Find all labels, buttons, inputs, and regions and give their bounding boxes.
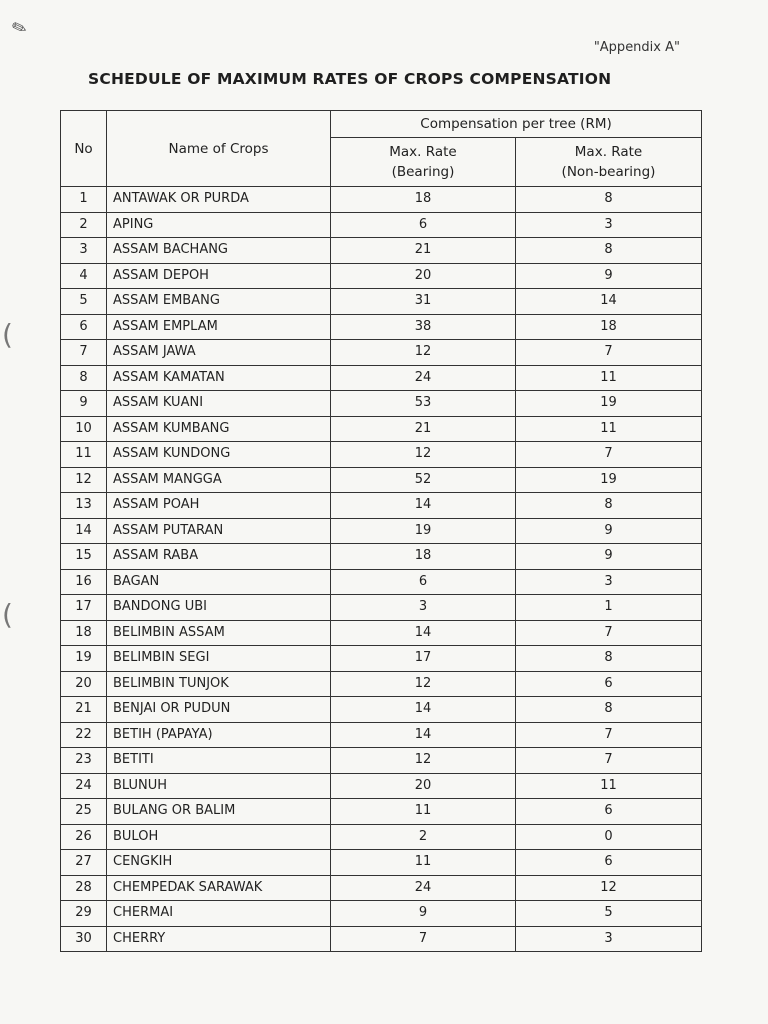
row-number: 24 (61, 773, 107, 799)
row-number: 9 (61, 391, 107, 417)
crop-name: ASSAM KUNDONG (107, 442, 331, 468)
table-row (61, 365, 702, 391)
rate-nonbearing: 3 (516, 926, 702, 952)
crop-name: CENGKIH (107, 850, 331, 876)
rate-nonbearing: 7 (516, 340, 702, 366)
row-number: 29 (61, 901, 107, 927)
column-header-no: No (61, 111, 107, 187)
row-number: 16 (61, 569, 107, 595)
table-row (61, 493, 702, 519)
crop-name: ASSAM PUTARAN (107, 518, 331, 544)
column-header-nonbearing (516, 138, 702, 187)
row-number: 28 (61, 875, 107, 901)
rate-nonbearing: 3 (516, 212, 702, 238)
table-row (61, 875, 702, 901)
column-header-bearing-line1: Max. Rate (389, 144, 457, 160)
table-row (61, 442, 702, 468)
crop-name: ASSAM EMBANG (107, 289, 331, 315)
crop-name: BULOH (107, 824, 331, 850)
rate-bearing: 11 (331, 799, 516, 825)
row-number: 8 (61, 365, 107, 391)
rate-nonbearing: 14 (516, 289, 702, 315)
crop-name: BETIH (PAPAYA) (107, 722, 331, 748)
table-row (61, 748, 702, 774)
crop-name: ASSAM RABA (107, 544, 331, 570)
table-body (61, 187, 702, 952)
crop-name: BENJAI OR PUDUN (107, 697, 331, 723)
rate-bearing: 17 (331, 646, 516, 672)
row-number: 5 (61, 289, 107, 315)
crop-name: ASSAM BACHANG (107, 238, 331, 264)
crop-name: BELIMBIN ASSAM (107, 620, 331, 646)
crop-name: ASSAM KAMATAN (107, 365, 331, 391)
table-row (61, 799, 702, 825)
crop-name: BAGAN (107, 569, 331, 595)
page-title: SCHEDULE OF MAXIMUM RATES OF CROPS COMPENSATION (88, 70, 612, 88)
crop-name: ASSAM EMPLAM (107, 314, 331, 340)
rate-nonbearing: 3 (516, 569, 702, 595)
rate-nonbearing: 8 (516, 697, 702, 723)
rate-bearing: 14 (331, 722, 516, 748)
rate-bearing: 6 (331, 569, 516, 595)
row-number: 27 (61, 850, 107, 876)
table-row (61, 926, 702, 952)
rate-bearing: 19 (331, 518, 516, 544)
rate-bearing: 24 (331, 875, 516, 901)
row-number: 2 (61, 212, 107, 238)
crop-name: BULANG OR BALIM (107, 799, 331, 825)
table-row (61, 212, 702, 238)
crop-name: ASSAM MANGGA (107, 467, 331, 493)
crop-name: ASSAM POAH (107, 493, 331, 519)
rate-nonbearing: 19 (516, 391, 702, 417)
rate-bearing: 2 (331, 824, 516, 850)
rate-nonbearing: 18 (516, 314, 702, 340)
table-row (61, 340, 702, 366)
table-row (61, 722, 702, 748)
rate-bearing: 20 (331, 263, 516, 289)
rate-nonbearing: 11 (516, 773, 702, 799)
table-row (61, 773, 702, 799)
rate-bearing: 12 (331, 442, 516, 468)
rate-nonbearing: 8 (516, 187, 702, 213)
table-row (61, 595, 702, 621)
row-number: 12 (61, 467, 107, 493)
rate-bearing: 9 (331, 901, 516, 927)
row-number: 13 (61, 493, 107, 519)
crop-name: CHERRY (107, 926, 331, 952)
rate-bearing: 14 (331, 493, 516, 519)
table-row (61, 671, 702, 697)
row-number: 4 (61, 263, 107, 289)
column-header-nonbearing-line2: (Non-bearing) (561, 164, 656, 180)
rate-bearing: 38 (331, 314, 516, 340)
row-number: 3 (61, 238, 107, 264)
rate-nonbearing: 8 (516, 646, 702, 672)
rate-nonbearing: 7 (516, 620, 702, 646)
table-row (61, 646, 702, 672)
table-row (61, 901, 702, 927)
rate-bearing: 21 (331, 416, 516, 442)
rate-nonbearing: 1 (516, 595, 702, 621)
rate-bearing: 7 (331, 926, 516, 952)
table-row (61, 289, 702, 315)
row-number: 6 (61, 314, 107, 340)
rate-nonbearing: 5 (516, 901, 702, 927)
crop-name: CHEMPEDAK SARAWAK (107, 875, 331, 901)
rate-nonbearing: 9 (516, 544, 702, 570)
row-number: 25 (61, 799, 107, 825)
table-row (61, 697, 702, 723)
column-header-bearing-line2: (Bearing) (391, 164, 455, 180)
crop-name: ASSAM KUMBANG (107, 416, 331, 442)
row-number: 14 (61, 518, 107, 544)
table-row (61, 238, 702, 264)
appendix-label: "Appendix A" (593, 40, 680, 55)
crop-name: BANDONG UBI (107, 595, 331, 621)
crop-name: ASSAM JAWA (107, 340, 331, 366)
crop-name: BELIMBIN TUNJOK (107, 671, 331, 697)
column-group-header: Compensation per tree (RM) (331, 111, 702, 138)
row-number: 10 (61, 416, 107, 442)
table-row (61, 187, 702, 213)
rate-nonbearing: 0 (516, 824, 702, 850)
rate-bearing: 20 (331, 773, 516, 799)
rate-bearing: 24 (331, 365, 516, 391)
rate-nonbearing: 11 (516, 416, 702, 442)
row-number: 1 (61, 187, 107, 213)
rate-bearing: 52 (331, 467, 516, 493)
table-row (61, 416, 702, 442)
rate-bearing: 14 (331, 620, 516, 646)
table-row (61, 569, 702, 595)
row-number: 20 (61, 671, 107, 697)
crop-name: APING (107, 212, 331, 238)
table-row (61, 850, 702, 876)
table-row (61, 824, 702, 850)
column-header-name: Name of Crops (107, 111, 331, 187)
rate-bearing: 14 (331, 697, 516, 723)
rate-nonbearing: 9 (516, 518, 702, 544)
table-row (61, 620, 702, 646)
rate-bearing: 12 (331, 748, 516, 774)
crop-name: ASSAM KUANI (107, 391, 331, 417)
crop-name: BETITI (107, 748, 331, 774)
rate-nonbearing: 7 (516, 722, 702, 748)
row-number: 7 (61, 340, 107, 366)
rate-bearing: 6 (331, 212, 516, 238)
table-row (61, 544, 702, 570)
rate-nonbearing: 7 (516, 442, 702, 468)
crop-name: BELIMBIN SEGI (107, 646, 331, 672)
row-number: 21 (61, 697, 107, 723)
rate-bearing: 18 (331, 187, 516, 213)
rate-nonbearing: 6 (516, 671, 702, 697)
row-number: 18 (61, 620, 107, 646)
rate-nonbearing: 12 (516, 875, 702, 901)
rate-nonbearing: 8 (516, 238, 702, 264)
crop-name: CHERMAI (107, 901, 331, 927)
table-row (61, 314, 702, 340)
rate-nonbearing: 6 (516, 850, 702, 876)
row-number: 15 (61, 544, 107, 570)
column-header-bearing (331, 138, 516, 187)
rate-bearing: 12 (331, 340, 516, 366)
table-row (61, 467, 702, 493)
rate-bearing: 18 (331, 544, 516, 570)
table-row (61, 391, 702, 417)
row-number: 19 (61, 646, 107, 672)
rate-bearing: 12 (331, 671, 516, 697)
crop-name: BLUNUH (107, 773, 331, 799)
row-number: 11 (61, 442, 107, 468)
column-header-nonbearing-line1: Max. Rate (574, 144, 643, 160)
row-number: 23 (61, 748, 107, 774)
table-row (61, 518, 702, 544)
row-number: 17 (61, 595, 107, 621)
rate-nonbearing: 19 (516, 467, 702, 493)
table-row (61, 263, 702, 289)
compensation-table (60, 110, 702, 952)
row-number: 26 (61, 824, 107, 850)
rate-bearing: 3 (331, 595, 516, 621)
rate-bearing: 31 (331, 289, 516, 315)
rate-bearing: 21 (331, 238, 516, 264)
rate-nonbearing: 8 (516, 493, 702, 519)
crop-name: ASSAM DEPOH (107, 263, 331, 289)
rate-nonbearing: 9 (516, 263, 702, 289)
rate-nonbearing: 7 (516, 748, 702, 774)
rate-nonbearing: 6 (516, 799, 702, 825)
margin-bracket-mark: ( (2, 318, 13, 351)
margin-scribble: ✎ (8, 16, 31, 41)
rate-bearing: 53 (331, 391, 516, 417)
rate-bearing: 11 (331, 850, 516, 876)
margin-bracket-mark: ( (2, 598, 13, 631)
rate-nonbearing: 11 (516, 365, 702, 391)
row-number: 30 (61, 926, 107, 952)
row-number: 22 (61, 722, 107, 748)
crop-name: ANTAWAK OR PURDA (107, 187, 331, 213)
